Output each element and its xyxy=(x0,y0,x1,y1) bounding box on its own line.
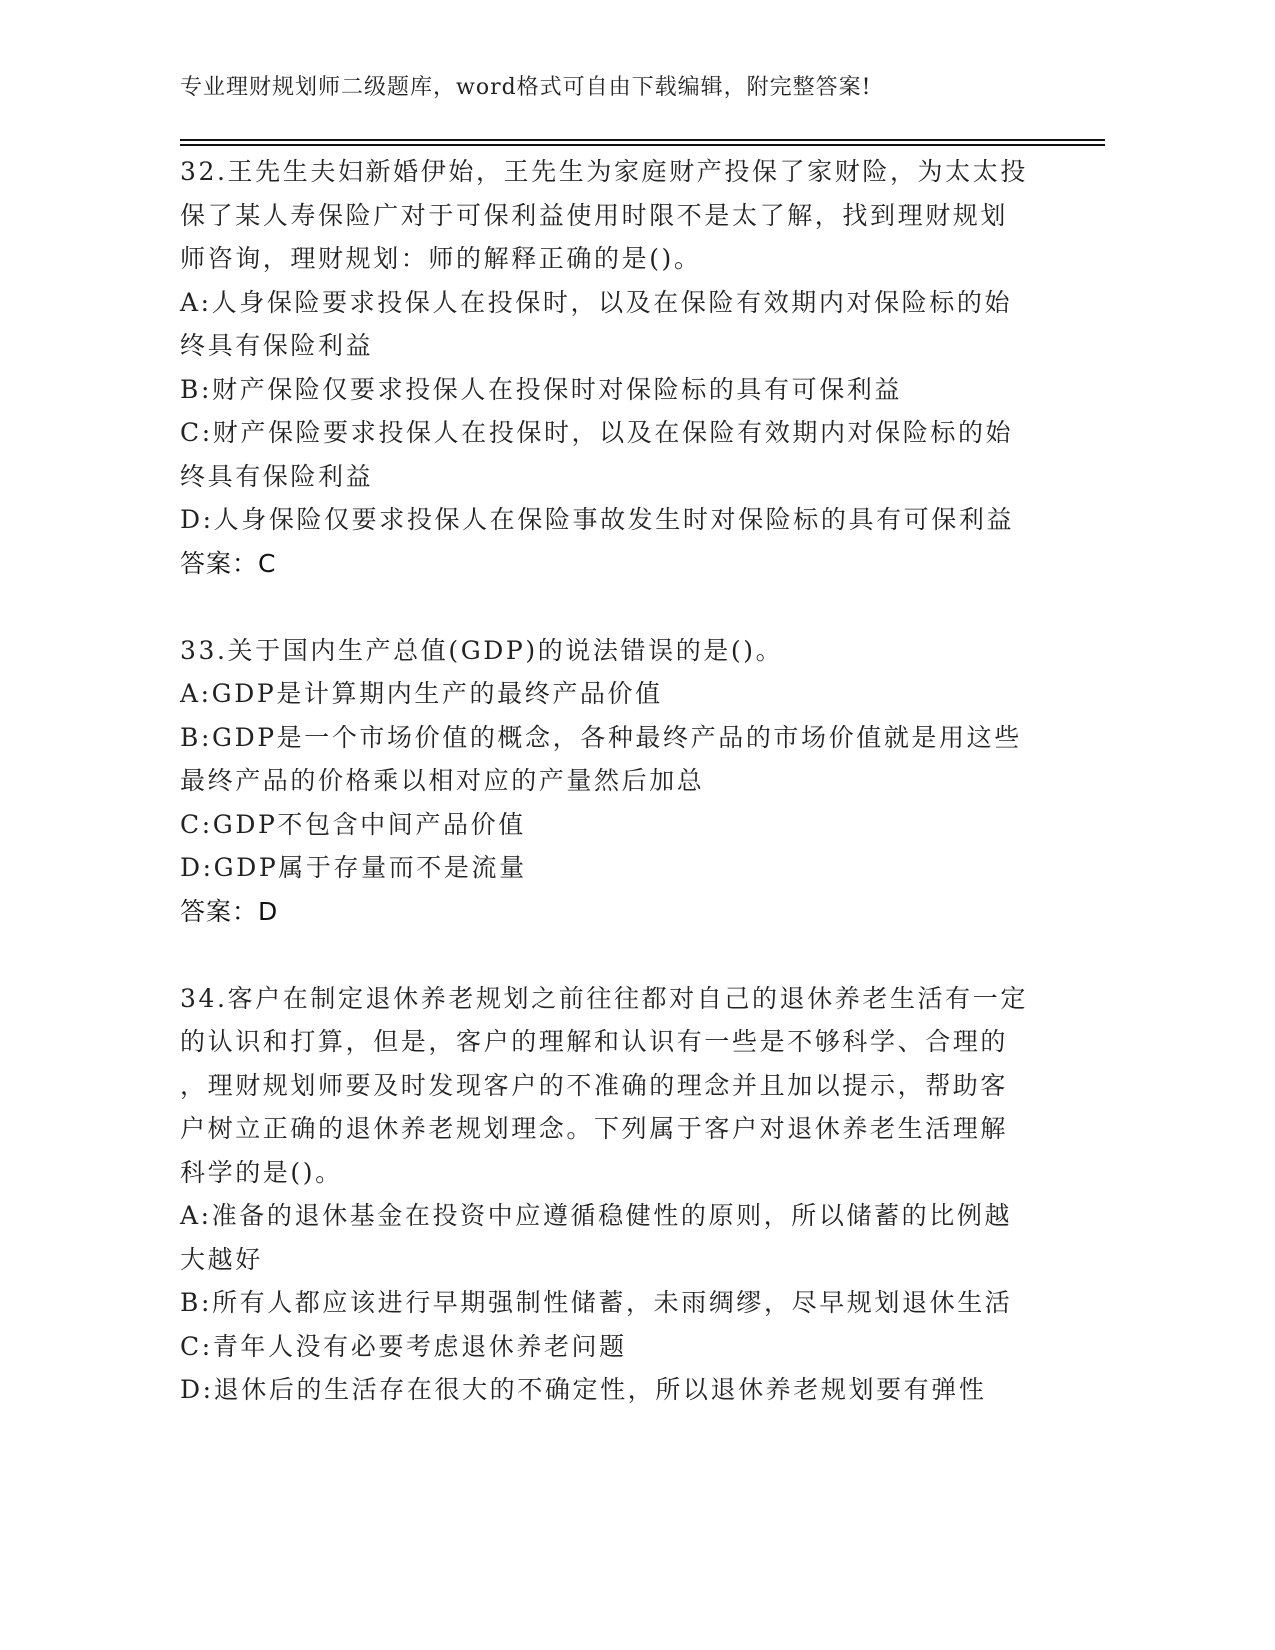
option-b: B:GDP是一个市场价值的概念，各种最终产品的市场价值就是用这些 xyxy=(180,722,1022,752)
option-c: C:GDP不包含中间产品价值 xyxy=(180,809,526,839)
option-b: B:财产保险仅要求投保人在投保时对保险标的具有可保利益 xyxy=(180,374,902,404)
option-a: A:人身保险要求投保人在投保时，以及在保险有效期内对保险标的始 xyxy=(180,287,1013,317)
answer-label: 答案：C xyxy=(180,548,277,578)
option-d: D:人身保险仅要求投保人在保险事故发生时对保险标的具有可保利益 xyxy=(180,505,1015,534)
question-stem-line: 户树立正确的退休养老规划理念。下列属于客户对退休养老生活理解 xyxy=(180,1114,1009,1143)
question-33 xyxy=(180,629,1030,934)
option-b: B:所有人都应该进行早期强制性储蓄，未雨绸缪，尽早规划退休生活 xyxy=(180,1288,1013,1317)
option-a-continued: 终具有保险利益 xyxy=(180,331,374,360)
question-stem-line: 32.王先生夫妇新婚伊始，王先生为家庭财产投保了家财险，为太太投 xyxy=(180,157,1028,186)
question-stem-line: 33.关于国内生产总值(GDP)的说法错误的是()。 xyxy=(180,635,784,665)
question-stem-line: 师咨询，理财规划：师的解释正确的是()。 xyxy=(180,244,702,273)
header-divider-bottom xyxy=(180,144,1105,146)
option-c: C:财产保险要求投保人在投保时，以及在保险有效期内对保险标的始 xyxy=(180,418,1014,447)
option-b-continued: 最终产品的价格乘以相对应的产量然后加总 xyxy=(180,766,705,795)
question-stem-line: 科学的是()。 xyxy=(180,1157,343,1187)
question-spacer xyxy=(180,933,1030,977)
question-list xyxy=(180,150,1030,1412)
option-d: D:退休后的生活存在很大的不确定性，所以退休养老规划要有弹性 xyxy=(180,1375,987,1404)
question-stem-line: 34.客户在制定退休养老规划之前往往都对自己的退休养老生活有一定 xyxy=(180,983,1028,1013)
question-stem-line: ，理财规划师要及时发现客户的不准确的理念并且加以提示，帮助客 xyxy=(180,1070,1009,1100)
option-a: A:GDP是计算期内生产的最终产品价值 xyxy=(180,679,663,708)
option-a-continued: 大越好 xyxy=(180,1244,263,1274)
option-a: A:准备的退休基金在投资中应遵循稳健性的原则，所以储蓄的比例越 xyxy=(180,1201,1013,1230)
option-d: D:GDP属于存量而不是流量 xyxy=(180,853,527,882)
option-c-continued: 终具有保险利益 xyxy=(180,461,374,491)
answer-label: 答案：D xyxy=(180,896,279,926)
question-34 xyxy=(180,977,1030,1412)
question-spacer xyxy=(180,585,1030,629)
question-stem-line: 保了某人寿保险广对于可保利益使用时限不是太了解，找到理财规划 xyxy=(180,200,1009,230)
page-header: 专业理财规划师二级题库，word格式可自由下载编辑，附完整答案! xyxy=(180,75,872,100)
header-divider-top xyxy=(180,139,1105,141)
question-stem-line: 的认识和打算，但是，客户的理解和认识有一些是不够科学、合理的 xyxy=(180,1027,1009,1056)
option-c: C:青年人没有必要考虑退休养老问题 xyxy=(180,1331,627,1361)
question-32 xyxy=(180,150,1030,585)
